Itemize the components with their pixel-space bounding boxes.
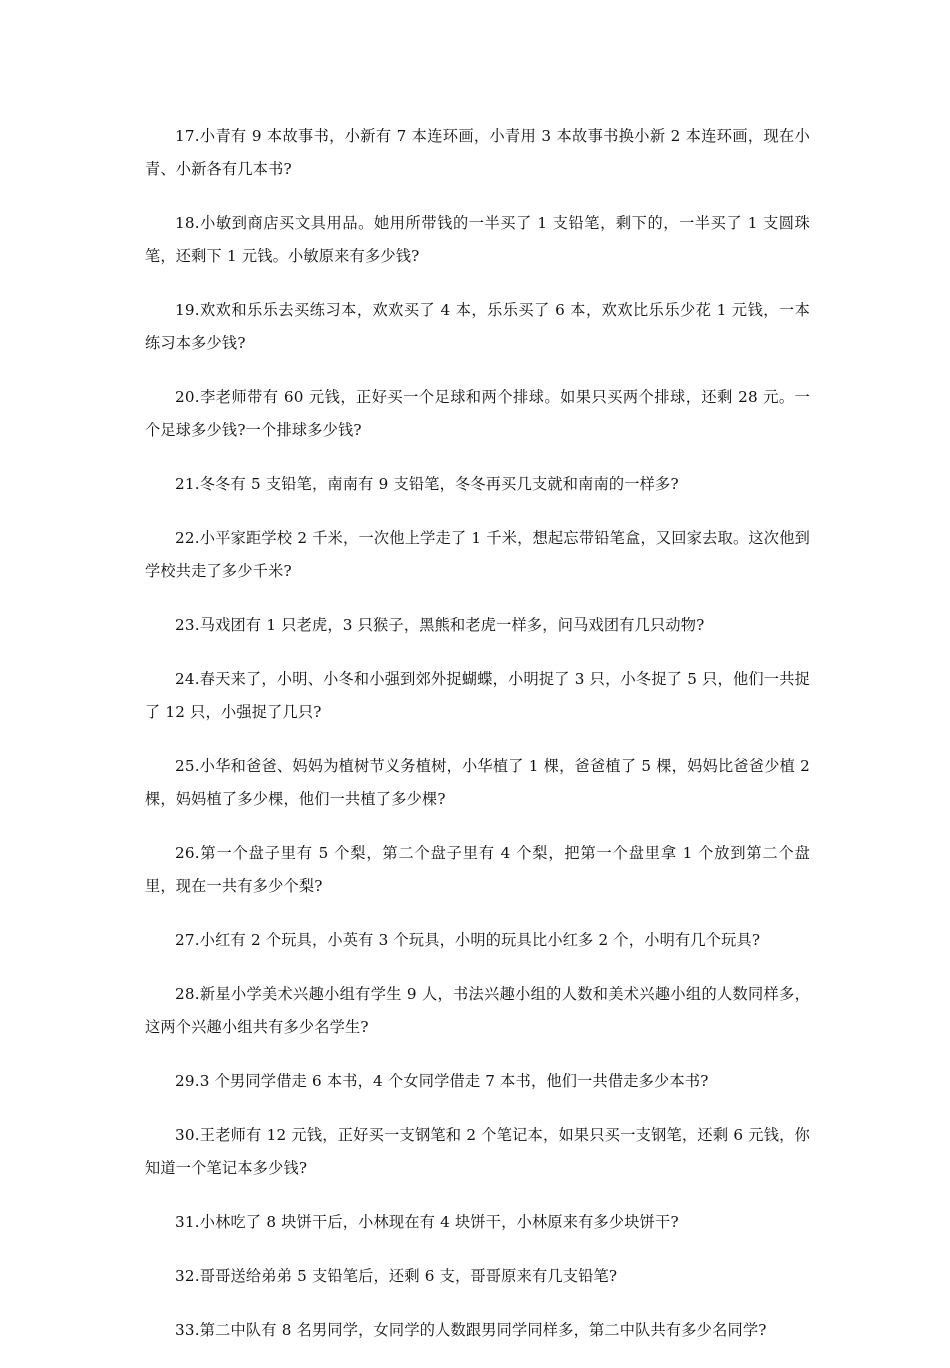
problem-28: 28.新星小学美术兴趣小组有学生 9 人，书法兴趣小组的人数和美术兴趣小组的人数同样多，这两个兴趣小组共有多少名学生? [145, 985, 810, 1036]
problem-29: 29.3 个男同学借走 6 本书，4 个女同学借走 7 本书，他们一共借走多少本书? [175, 1072, 709, 1090]
problem-32: 32.哥哥送给弟弟 5 支铅笔后，还剩 6 支，哥哥原来有几支铅笔? [175, 1267, 618, 1285]
problem-19: 19.欢欢和乐乐去买练习本，欢欢买了 4 本，乐乐买了 6 本，欢欢比乐乐少花 1 元钱，一本练习本多少钱? [145, 301, 810, 352]
problem-33: 33.第二中队有 8 名男同学，女同学的人数跟男同学同样多，第二中队共有多少名同学? [175, 1321, 767, 1339]
problem-27: 27.小红有 2 个玩具，小英有 3 个玩具，小明的玩具比小红多 2 个，小明有几个玩具? [175, 931, 761, 949]
problem-21: 21.冬冬有 5 支铅笔，南南有 9 支铅笔，冬冬再买几支就和南南的一样多? [175, 475, 679, 493]
problem-18: 18.小敏到商店买文具用品。她用所带钱的一半买了 1 支铅笔，剩下的，一半买了 1 支圆珠笔，还剩下 1 元钱。小敏原来有多少钱? [145, 214, 810, 265]
problem-list [145, 120, 810, 1368]
problem-26: 26.第一个盘子里有 5 个梨，第二个盘子里有 4 个梨，把第一个盘里拿 1 个放到第二个盘里，现在一共有多少个梨? [145, 844, 810, 895]
problem-20: 20.李老师带有 60 元钱，正好买一个足球和两个排球。如果只买两个排球，还剩 28 元。一个足球多少钱?一个排球多少钱? [145, 388, 810, 439]
problem-23: 23.马戏团有 1 只老虎，3 只猴子，黑熊和老虎一样多，问马戏团有几只动物? [175, 616, 705, 634]
problem-30: 30.王老师有 12 元钱，正好买一支钢笔和 2 个笔记本，如果只买一支钢笔，还剩 6 元钱，你知道一个笔记本多少钱? [145, 1126, 810, 1177]
problem-22: 22.小平家距学校 2 千米，一次他上学走了 1 千米，想起忘带铅笔盒，又回家去取。这次他到学校共走了多少千米? [145, 529, 810, 580]
problem-31: 31.小林吃了 8 块饼干后，小林现在有 4 块饼干，小林原来有多少块饼干? [175, 1213, 679, 1231]
problem-17: 17.小青有 9 本故事书，小新有 7 本连环画，小青用 3 本故事书换小新 2 本连环画，现在小青、小新各有几本书? [145, 127, 810, 178]
problem-24: 24.春天来了，小明、小冬和小强到郊外捉蝴蝶，小明捉了 3 只，小冬捉了 5 只，他们一共捉了 12 只，小强捉了几只? [145, 670, 810, 721]
problem-25: 25.小华和爸爸、妈妈为植树节义务植树，小华植了 1 棵，爸爸植了 5 棵，妈妈比爸爸少植 2 棵，妈妈植了多少棵，他们一共植了多少棵? [145, 757, 810, 808]
